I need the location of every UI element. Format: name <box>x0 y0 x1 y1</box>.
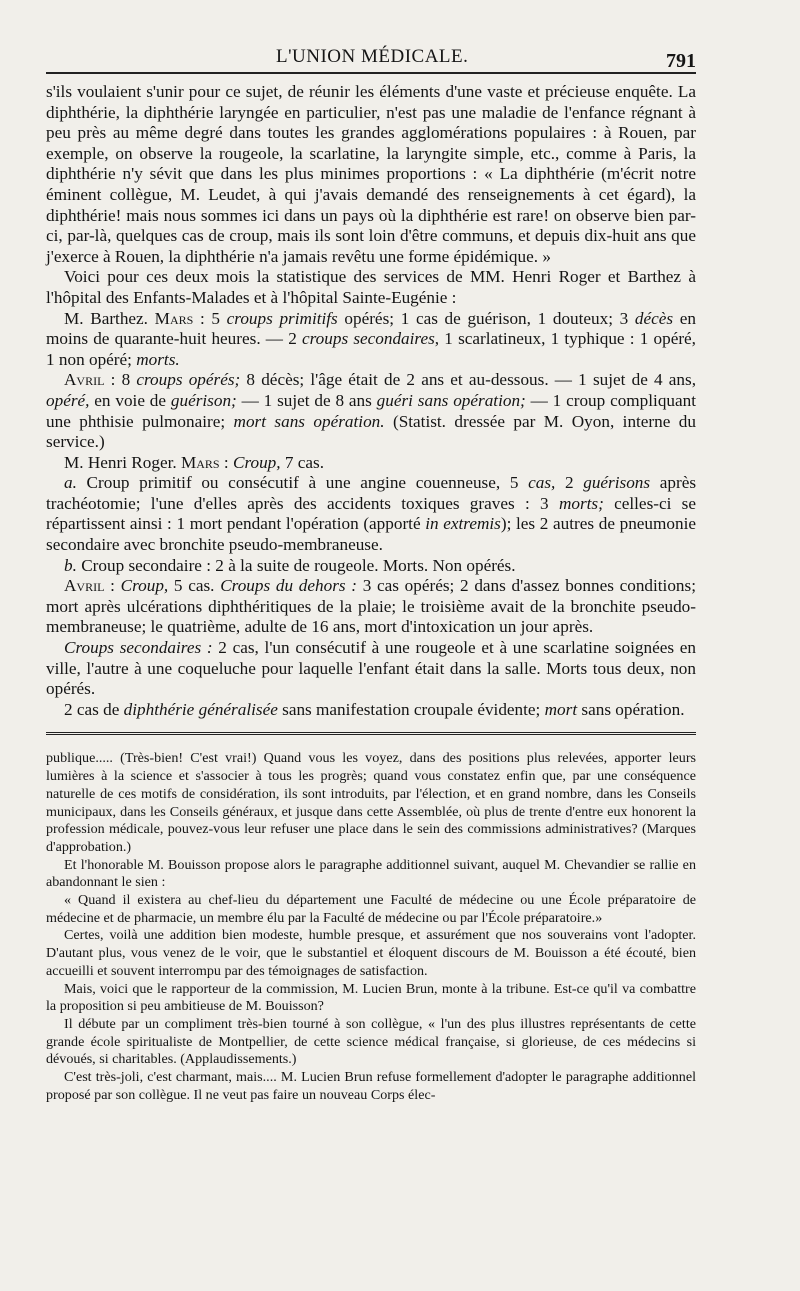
paragraph-barthez-avril: Avril : 8 croups opérés; 8 décès; l'âge était de 2 ans et au-dessous. — 1 sujet de 4 ans, opéré, en voie de guérison; — 1 sujet de 8 ans guéri sans opération; — 1 croup compliquant une phthisie pulmonaire; mort sans opération. (Statist. dressée par M. Oyon, interne du service.) <box>46 370 697 452</box>
feuilleton-paragraph: Mais, voici que le rapporteur de la commission, M. Lucien Brun, monte à la tribune. Est-ce qu'il va combattre la proposition si peu ambitieuse de M. Bouisson? <box>46 980 696 1015</box>
paragraph-croup-secondaire: b. Croup secondaire : 2 à la suite de rougeole. Morts. Non opérés. <box>64 555 516 575</box>
journal-title: L'UNION MÉDICALE. <box>276 46 469 67</box>
feuilleton-paragraph: Certes, voilà une addition bien modeste, humble presque, et assurément que nos souverains vont l'adopter. D'autant plus, vous venez de le voir, que le substantiel et éloquent discours de M. Bouisson a été écouté, bien accueilli et souvent interrompu par des témoignages de satisfaction. <box>46 927 696 979</box>
paragraph-croups-secondaires: Croups secondaires : 2 cas, l'un consécutif à une rougeole et à une scarlatine soignées en ville, l'autre à une coqueluche pour laquelle l'enfant était dans la salle. Morts tous deux, non opérés. <box>46 638 696 699</box>
paragraph-statistics-intro: Voici pour ces deux mois la statistique des services de MM. Henri Roger et Barthez à l'hôpital des Enfants-Malades et à l'hôpital Sainte-Eugénie : <box>46 267 696 307</box>
feuilleton-quote: « Quand il existera au chef-lieu du département une Faculté de médecine ou une École préparatoire de médecine et de pharmacie, un membre élu par la Faculté de médecine ou par l'École préparatoire.» <box>46 892 696 926</box>
paragraph-roger-avril: Avril : Croup, 5 cas. Croups du dehors : 3 cas opérés; 2 dans d'assez bonnes conditions; mort après ulcérations diphthéritiques de la plaie; le troisième avait de la bronchite pseudo-membraneuse; le quatrième, adulte de 16 ans, mort d'intoxication un jour après. <box>46 576 696 637</box>
running-header <box>46 38 696 74</box>
feuilleton-separator <box>46 732 696 736</box>
feuilleton-paragraph: Et l'honorable M. Bouisson propose alors le paragraphe additionnel suivant, auquel M. Chevandier se rallie en abandonnant le sien : <box>46 856 696 891</box>
paragraph-diphtherie-generalisee: 2 cas de diphthérie généralisée sans manifestation croupale évidente; mort sans opération. <box>64 699 685 719</box>
feuilleton-section <box>46 750 696 1104</box>
main-article <box>46 82 696 720</box>
paragraph-rouen: s'ils voulaient s'unir pour ce sujet, de réunir les éléments d'une vaste et précieuse enquête. La diphthérie, la diphthérie laryngée en particulier, n'est pas une maladie de l'enfance régnant à peu près au même degré dans toutes les grandes agglomérations populaires : à Rouen, par exemple, on observe la rougeole, la scarlatine, la laryngite simple, etc., comme à Paris, la diphthérie n'y sévit que dans les plus minimes proportions : « La diphthérie (m'écrit notre éminent collègue, M. Leudet, à qui j'avais demandé des renseignements à cet égard), la diphthérie! mais nous sommes ici dans un pays où la diphthérie est rare! on observe bien par-ci, par-là, quelques cas de croup, mais ils sont loin d'être communs, et depuis dix-huit ans que j'exerce à Rouen, la diphthérie n'a jamais revêtu une forme épidémique. » <box>46 82 696 266</box>
page-number: 791 <box>666 50 696 72</box>
feuilleton-paragraph: C'est très-joli, c'est charmant, mais.... M. Lucien Brun refuse formellement d'adopter le paragraphe additionnel proposé par son collègue. Il ne veut pas faire un nouveau Corps élec- <box>46 1069 696 1103</box>
feuilleton-paragraph: Il débute par un compliment très-bien tourné à son collègue, « l'un des plus illustres représentants de cette grande école spiritualiste de Montpellier, de cette science médical française, si glorieuse, de ces médecins si dévoués, si charitables. (Applaudissements.) <box>46 1015 696 1068</box>
paragraph-roger-mars: M. Henri Roger. Mars : Croup, 7 cas. <box>64 452 325 472</box>
paragraph-croup-primitif: a. Croup primitif ou consécutif à une angine couenneuse, 5 cas, 2 guérisons après trachéotomie; l'une d'elles après des accidents toxiques graves : 3 morts; celles-ci se répartissent ainsi : 1 mort pendant l'opération (apporté in extremis); les 2 autres de pneumonie secondaire avec bronchite pseudo-membraneuse. <box>46 473 697 555</box>
paragraph-barthez-mars: M. Barthez. Mars : 5 croups primitifs opérés; 1 cas de guérison, 1 douteux; 3 décès en moins de quarante-huit heures. — 2 croups secondaires, 1 scarlatineux, 1 typhique : 1 opéré, 1 non opéré; morts. <box>46 308 696 369</box>
feuilleton-paragraph: publique..... (Très-bien! C'est vrai!) Quand vous les voyez, dans des positions plus relevées, apporter leurs lumières à la science et s'associer à tous les progrès; quand vous constatez enfin que, par une conséquence naturelle de ces motifs de considération, ils sont introduits, par l'élection, et en grand nombre, dans les Conseils municipaux, dans les Conseils généraux, et jusque dans cette Assemblée, où plus de trente d'entre eux honorent la profession médicale, pouvez-vous leur refuser une place dans le sein des commissions administratives? (Marques d'approbation.) <box>46 750 696 855</box>
